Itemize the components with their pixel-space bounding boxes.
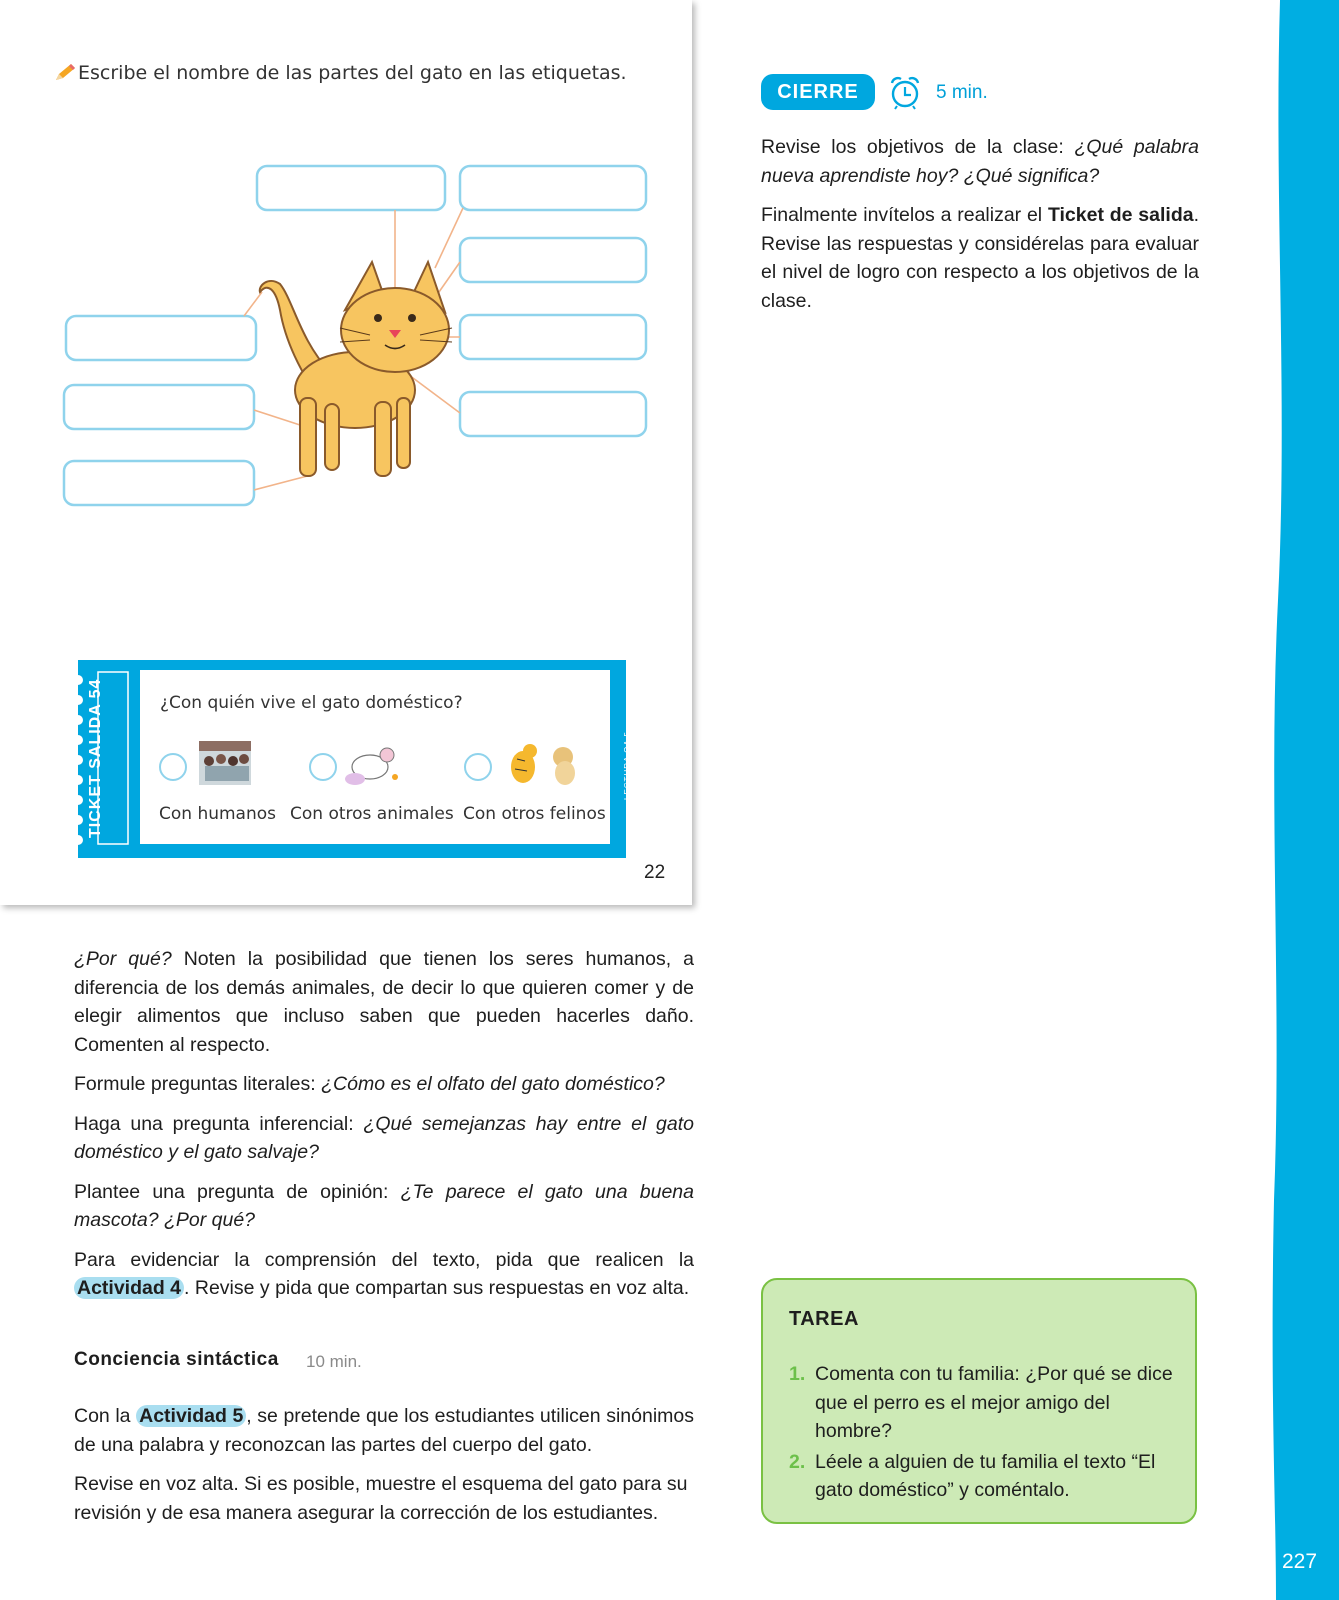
ticket-vertical-label: TICKET SALIDA 54 [87, 678, 104, 838]
felines-image [511, 744, 575, 785]
tarea-title: TAREA [789, 1308, 859, 1330]
paragraph-text: . Revise las respuestas y considérelas para evaluar el nivel de logro con respecto a los objetivos de la clase. [761, 204, 1199, 312]
label-box [460, 166, 646, 210]
ticket-option-label: Con otros felinos [463, 804, 606, 824]
student-page-number: 22 [644, 862, 666, 883]
paragraph [74, 1110, 694, 1167]
left-column-text [74, 945, 694, 1314]
tarea-item [789, 1360, 1179, 1446]
cat-illustration [0, 0, 692, 520]
option-radio [310, 754, 336, 780]
cierre-badge: CIERRE [761, 74, 875, 110]
italic-question: ¿Por qué? [74, 948, 172, 970]
paragraph [74, 1246, 694, 1303]
tarea-item [789, 1448, 1179, 1505]
paragraph-text: Plantee una pregunta de opinión: [74, 1180, 401, 1203]
tarea-item-text: Comenta con tu familia: ¿Por qué se dice que el perro es el mejor amigo del hombre? [815, 1363, 1173, 1442]
label-box [460, 238, 646, 282]
alarm-clock-icon [887, 74, 923, 110]
paragraph [74, 1070, 694, 1099]
instruction-text: Escribe el nombre de las partes del gato en las etiquetas. [78, 62, 627, 84]
tarea-item-number: 2. [789, 1450, 806, 1473]
ticket-option-label: Con humanos [159, 804, 277, 824]
cierre-time: 5 min. [936, 82, 988, 103]
option-radio [465, 754, 491, 780]
paragraph [761, 201, 1199, 315]
activity-4-highlight: Actividad 4 [74, 1277, 184, 1299]
student-page-image [0, 0, 692, 905]
left-column-text-2 [74, 1402, 694, 1538]
paragraph-text: Revise los objetivos de la clase: [761, 136, 1075, 158]
italic-question: ¿Qué semejanzas hay entre el gato doméstico y el gato salvaje? [74, 1112, 694, 1163]
label-box [64, 461, 254, 505]
label-box [66, 316, 256, 360]
label-box [257, 166, 445, 210]
section-time: 10 min. [306, 1352, 362, 1371]
paragraph [74, 945, 694, 1059]
tarea-list [789, 1360, 1179, 1507]
paragraph-text: Con la [74, 1405, 137, 1427]
tarea-box [761, 1278, 1197, 1524]
paragraph-text: , se pretende que los estudiantes utilicen sinónimos de una palabra y reconozcan las partes del cuerpo del gato. [74, 1405, 694, 1456]
paragraph-text: Formule preguntas literales: [74, 1073, 322, 1095]
label-box [460, 392, 646, 436]
paragraph [74, 1470, 694, 1527]
paragraph-text: . Revise y pida que compartan sus respuestas en voz alta. [184, 1277, 690, 1299]
ticket-question: ¿Con quién vive el gato doméstico? [160, 693, 463, 713]
section-title: Conciencia sintáctica [74, 1349, 279, 1370]
paragraph-text: Para evidenciar la comprensión del texto, pida que realicen la [74, 1248, 694, 1271]
italic-question: ¿Te parece el gato una buena mascota? ¿Por qué? [74, 1180, 694, 1231]
paragraph [74, 1402, 694, 1459]
paragraph-text: Haga una pregunta inferencial: [74, 1112, 364, 1135]
right-column-text [761, 133, 1199, 326]
italic-question: ¿Qué palabra nueva aprendiste hoy? ¿Qué significa? [761, 136, 1199, 187]
label-box [64, 385, 254, 429]
side-band [1270, 0, 1339, 1600]
label-box [460, 315, 646, 359]
paragraph [761, 133, 1199, 190]
activity-5-highlight: Actividad 5 [136, 1405, 246, 1427]
paragraph-text: Revise en voz alta. Si es posible, muestre el esquema del gato para su revisión y de esa manera asegurar la corrección de los estudiantes. [74, 1473, 688, 1524]
animals-image [345, 748, 398, 785]
humans-image [199, 741, 251, 785]
paragraph-text: Finalmente invítelos a realizar el [761, 204, 1048, 226]
ticket-option-label: Con otros animales [290, 804, 454, 824]
option-radio [160, 754, 186, 780]
tarea-item-number: 1. [789, 1363, 806, 1385]
bold-term: Ticket de salida [1047, 204, 1194, 226]
ticket-side-label: LECTURA OA 5 [623, 731, 632, 800]
paragraph-text: Noten la posibilidad que tienen los seres humanos, a diferencia de los demás animales, de decir lo que quieren comer y de elegir alimentos que incluso saben que pueden hacerles daño. Comenten al respecto. [74, 948, 694, 1056]
italic-question: ¿Cómo es el olfato del gato doméstico? [321, 1073, 665, 1095]
page-number: 227 [1282, 1550, 1318, 1573]
paragraph [74, 1178, 694, 1235]
tarea-item-text: Léele a alguien de tu familia el texto “El gato doméstico” y coméntalo. [815, 1450, 1156, 1501]
ticket-options-row [155, 735, 615, 795]
